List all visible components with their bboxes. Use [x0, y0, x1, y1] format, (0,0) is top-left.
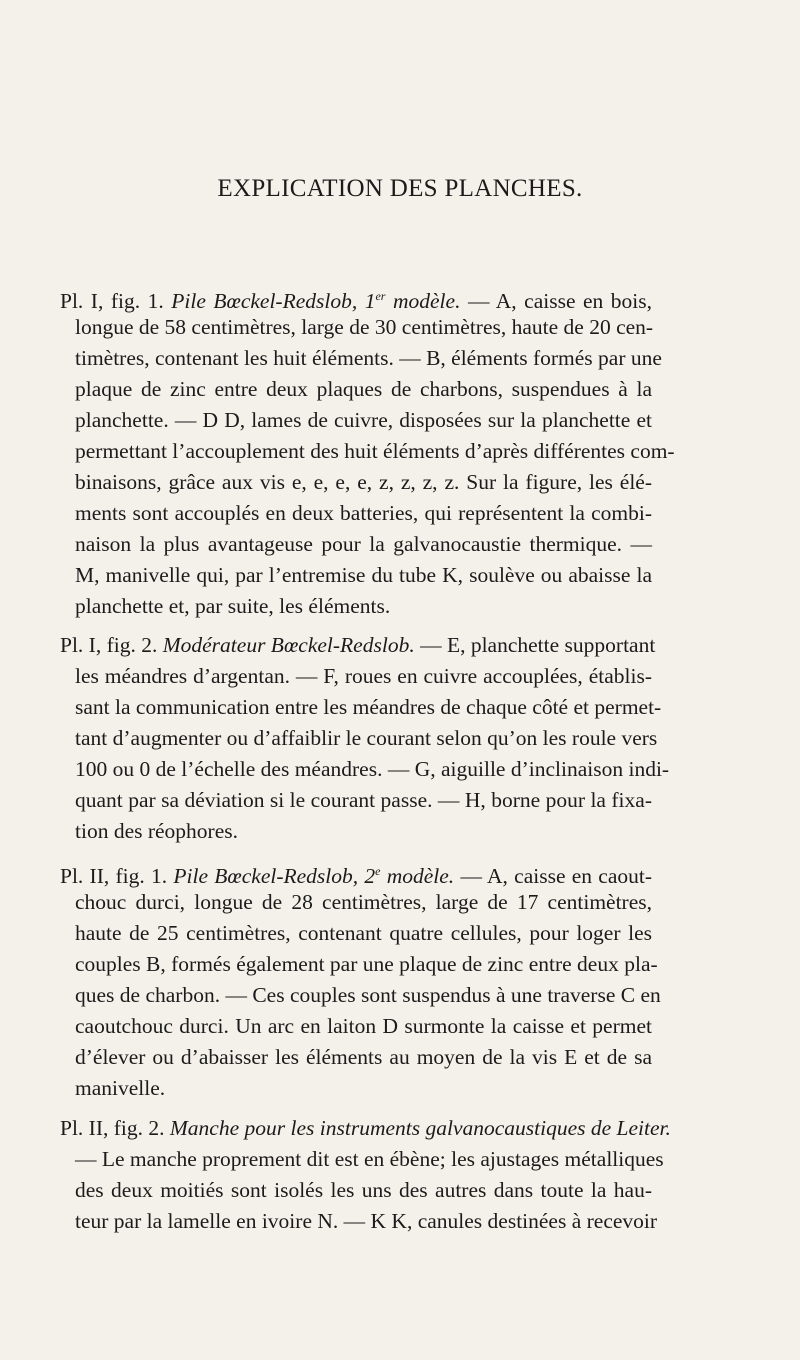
entry-line: haute de 25 centimètres, contenant quatre cellules, pour loger les [75, 921, 652, 945]
entry-line [60, 1114, 671, 1142]
entry-line: les méandres d’argentan. — F, roues en cuivre accouplées, établis- [75, 664, 652, 688]
entry-line: teur par la lamelle en ivoire N. — K K, canules destinées à recevoir [75, 1209, 658, 1233]
figure-name: Manche pour les instruments galvanocaustiques de Leiter. [169, 1116, 671, 1140]
figure-ref: Pl. I, fig. 2. [60, 633, 158, 657]
figure-ref: Pl. II, fig. 2. [60, 1116, 165, 1140]
entry-line: longue de 58 centimètres, large de 30 centimètres, haute de 20 cen- [75, 315, 654, 339]
figure-name: Modérateur Bœckel-Redslob. [162, 633, 415, 657]
entry-line: binaisons, grâce aux vis e, e, e, e, z, z, z, z. Sur la figure, les élé- [75, 470, 652, 494]
entry-line: chouc durci, longue de 28 centimètres, large de 17 centimètres, [75, 890, 652, 914]
entry-line: planchette et, par suite, les éléments. [75, 594, 391, 618]
page-title: EXPLICATION DES PLANCHES. [217, 175, 583, 202]
entry-line: tant d’augmenter ou d’affaiblir le courant selon qu’on les roule vers [75, 726, 658, 750]
entry-line: ments sont accouplés en deux batteries, qui représentent la combi- [75, 501, 652, 525]
entry-line: Pl. I, fig. 1. Pile Bœckel-Redslob, 1er modèle. — A, caisse en bois, [60, 289, 653, 313]
entry-line: naison la plus avantageuse pour la galvanocaustie thermique. — [75, 532, 652, 556]
entry-line: sant la communication entre les méandres de chaque côté et permet- [75, 695, 662, 719]
entry-line: tion des réophores. [75, 819, 239, 843]
entry-line: des deux moitiés sont isolés les uns des autres dans toute la hau- [75, 1178, 652, 1202]
entry-line: Pl. II, fig. 1. Pile Bœckel-Redslob, 2e modèle. — A, caisse en caout- [60, 864, 652, 888]
entry-line: 100 ou 0 de l’échelle des méandres. — G, aiguille d’inclinaison indi- [75, 757, 670, 781]
entry-line: ques de charbon. — Ces couples sont suspendus à une traverse C en [75, 983, 661, 1007]
entry-line: Pl. I, fig. 2. Modérateur Bœckel-Redslob. — E, planchette supportant [60, 633, 656, 657]
entry-line: timètres, contenant les huit éléments. — B, éléments formés par une [75, 346, 662, 370]
entry-line: — Le manche proprement dit est en ébène; les ajustages métalliques [75, 1147, 664, 1171]
figure-ref: Pl. I, fig. 1. [60, 289, 164, 313]
figure-name: Pile Bœckel-Redslob, 2e modèle. [173, 864, 455, 888]
figure-name: Pile Bœckel-Redslob, 1er modèle. [171, 289, 461, 313]
entry-line: permettant l’accouplement des huit éléments d’après différentes com- [75, 439, 675, 463]
entry-line: quant par sa déviation si le courant passe. — H, borne pour la fixa- [75, 788, 652, 812]
entry-line: M, manivelle qui, par l’entremise du tube K, soulève ou abaisse la [75, 563, 652, 587]
entry-line: plaque de zinc entre deux plaques de charbons, suspendues à la [75, 377, 652, 401]
entry-line: manivelle. [75, 1076, 166, 1100]
entry-line: d’élever ou d’abaisser les éléments au moyen de la vis E et de sa [75, 1045, 652, 1069]
entry-line: couples B, formés également par une plaque de zinc entre deux pla- [75, 952, 658, 976]
entry-line: caoutchouc durci. Un arc en laiton D surmonte la caisse et permet [75, 1014, 652, 1038]
entry-line: planchette. — D D, lames de cuivre, disposées sur la planchette et [75, 408, 652, 432]
figure-ref: Pl. II, fig. 1. [60, 864, 168, 888]
